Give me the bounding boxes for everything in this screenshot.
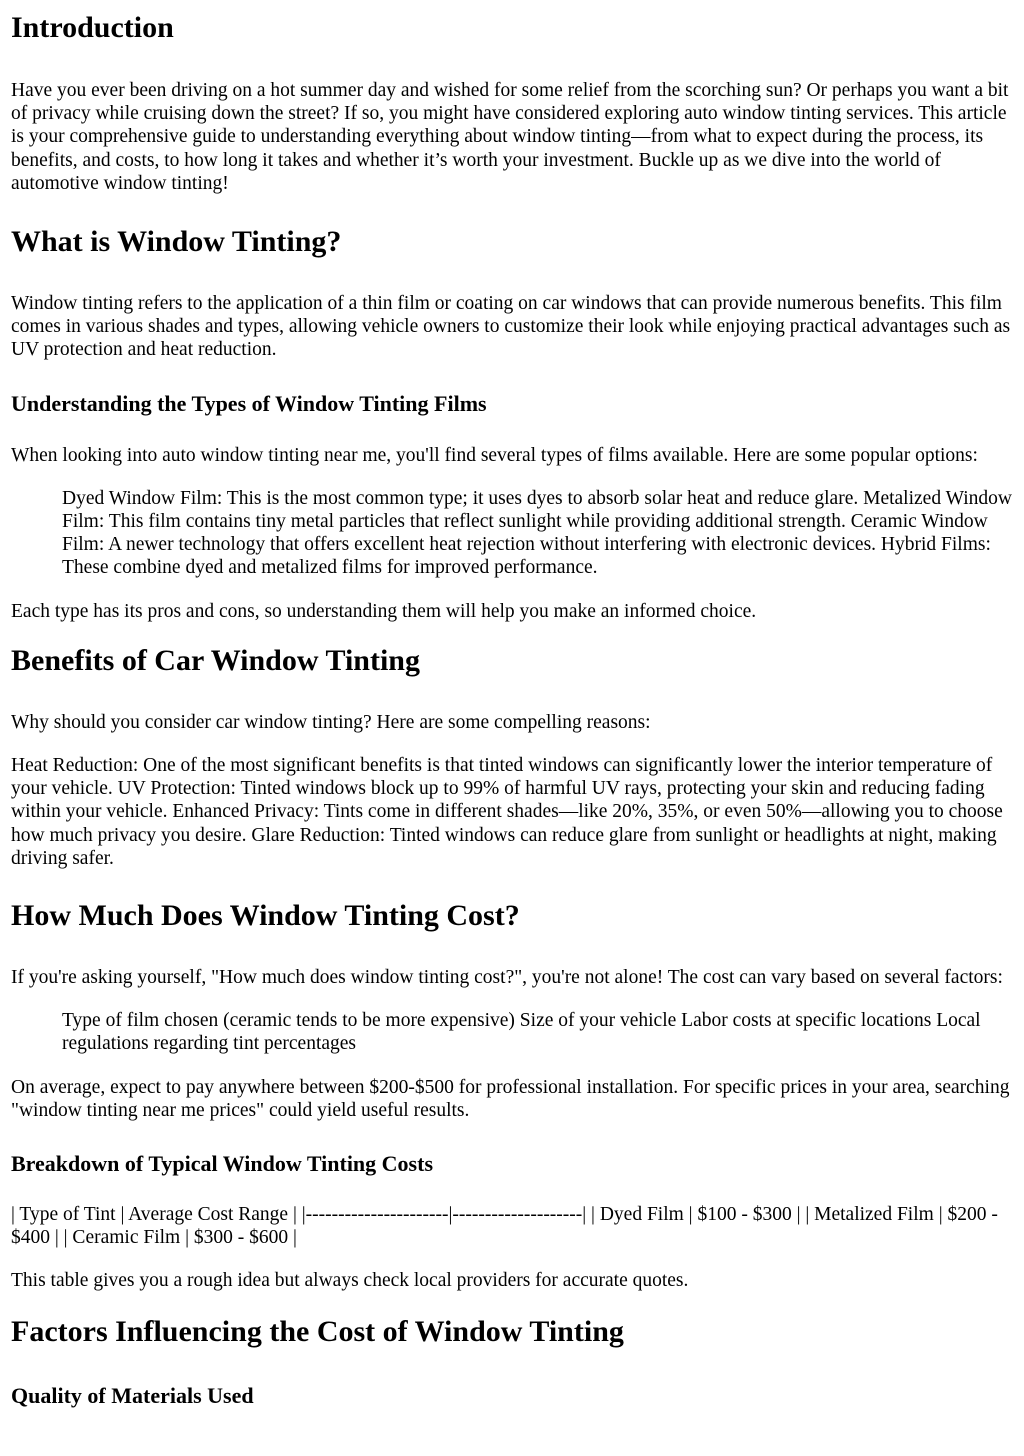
heading-introduction: Introduction <box>11 11 174 44</box>
article <box>0 10 1024 1409</box>
cost-table-text: | Type of Tint | Average Cost Range | |----------------------|--------------------| | Dyed Film | $100 - $300 | | Metalized Film | $200 - $400 | | Ceramic Film | $300 - $600 | <box>11 1204 998 1249</box>
benefits-list: Heat Reduction: One of the most significant benefits is that tinted windows can significantly lower the interior temperature of your vehicle. UV Protection: Tinted windows block up to 99% of harmful UV rays, protecting your skin and reducing fading within your vehicle. Enhanced Privacy: Tints come in different shades—like 20%, 35%, or even 50%—allowing you to choose how much privacy you desire. Glare Reduction: Tinted windows can reduce glare from sunlight or headlights at night, making driving safer. <box>11 755 1003 869</box>
paragraph-what-is-window-tinting: Window tinting refers to the application of a thin film or coating on car windows that can provide numerous benefits. This film comes in various shades and types, allowing vehicle owners to customize their look while enjoying practical advantages such as UV protection and heat reduction. <box>11 293 1011 361</box>
heading-cost-breakdown: Breakdown of Typical Window Tinting Costs <box>11 1151 434 1177</box>
paragraph-types-intro: When looking into auto window tinting near me, you'll find several types of films available. Here are some popular options: <box>11 444 978 466</box>
heading-cost: How Much Does Window Tinting Cost? <box>11 899 520 933</box>
paragraph-types-closing: Each type has its pros and cons, so understanding them will help you make an informed choice. <box>11 600 757 622</box>
heading-types-of-films: Understanding the Types of Window Tinting Films <box>11 390 487 416</box>
paragraph-introduction: Have you ever been driving on a hot summer day and wished for some relief from the scorching sun? Or perhaps you want a bit of privacy while cruising down the street? If so, you might have considered exploring auto window tinting services. This article is your comprehensive guide to understanding everything about window tinting—from what to expect during the process, its benefits, and costs, to how long it takes and whether it’s worth your investment. Buckle up as we dive into the world of automotive window tinting! <box>11 80 1009 194</box>
heading-benefits: Benefits of Car Window Tinting <box>11 643 420 677</box>
paragraph-benefits-intro: Why should you consider car window tinting? Here are some compelling reasons: <box>11 711 651 733</box>
paragraph-cost-intro: If you're asking yourself, "How much does window tinting cost?", you're not alone! The cost can vary based on several factors: <box>11 967 1003 989</box>
heading-cost-factors: Factors Influencing the Cost of Window Tinting <box>11 1314 624 1348</box>
film-types-list: Dyed Window Film: This is the most common type; it uses dyes to absorb solar heat and reduce glare. Metalized Window Film: This film contains tiny metal particles that reflect sunlight while providing additional strength. Ceramic Window Film: A newer technology that offers excellent heat rejection without interfering with electronic devices. Hybrid Films: These combine dyed and metalized films for improved performance. <box>62 487 1012 579</box>
paragraph-table-note: This table gives you a rough idea but always check local providers for accurate quotes. <box>11 1270 689 1292</box>
cost-factors-list: Type of film chosen (ceramic tends to be more expensive) Size of your vehicle Labor costs at specific locations Local regulations regarding tint percentages <box>62 1010 981 1055</box>
paragraph-average-cost: On average, expect to pay anywhere between $200-$500 for professional installation. For specific prices in your area, searching "window tinting near me prices" could yield useful results. <box>11 1076 1010 1121</box>
heading-what-is-window-tinting: What is Window Tinting? <box>11 225 342 259</box>
heading-quality-of-materials: Quality of Materials Used <box>11 1382 254 1408</box>
